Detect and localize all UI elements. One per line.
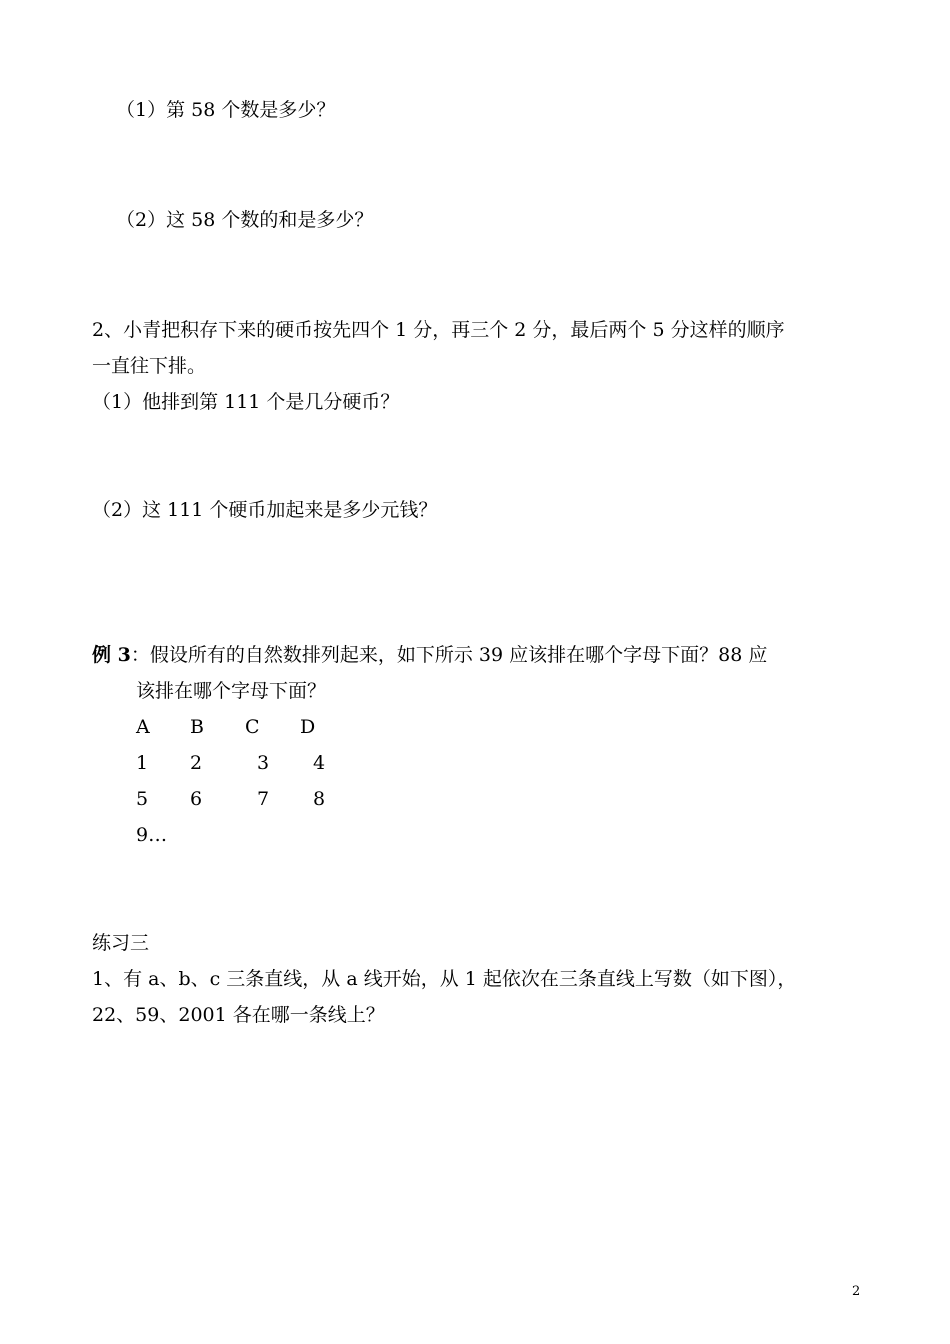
question-2-line-1: 2、小青把积存下来的硬币按先四个 1 分，再三个 2 分，最后两个 5 分这样的顺序	[92, 319, 785, 341]
question-2-line-2: 一直往下排。	[92, 355, 207, 377]
question-1-part-2: （2）这 58 个数的和是多少？	[116, 209, 374, 231]
example-3-label: 例 3	[92, 644, 131, 666]
column-header-b: B	[190, 716, 204, 738]
practice-3-line-1: 1、有 a、b、c 三条直线，从 a 线开始，从 1 起依次在三条直线上写数（如下图），	[92, 968, 797, 990]
table-cell: 6	[190, 788, 203, 810]
practice-3-title: 练习三	[92, 932, 150, 954]
table-cell: 2	[190, 752, 203, 774]
table-cell: 1	[136, 752, 149, 774]
table-cell: 7	[257, 788, 270, 810]
table-cell: 9…	[136, 824, 168, 846]
question-2-part-1: （1）他排到第 111 个是几分硬币？	[92, 391, 400, 413]
table-cell: 8	[313, 788, 326, 810]
table-cell: 3	[257, 752, 270, 774]
table-cell: 5	[136, 788, 149, 810]
example-3-line-1	[92, 646, 767, 665]
column-header-c: C	[245, 716, 260, 738]
column-header-a: A	[136, 716, 150, 738]
question-2-part-2: （2）这 111 个硬币加起来是多少元钱？	[92, 499, 438, 521]
example-3-text: ：假设所有的自然数排列起来，如下所示 39 应该排在哪个字母下面？88 应	[130, 644, 768, 666]
page-number: 2	[852, 1284, 861, 1299]
question-1-part-1: （1）第 58 个数是多少？	[116, 99, 336, 121]
table-cell: 4	[313, 752, 326, 774]
example-3-line-2: 该排在哪个字母下面？	[136, 680, 327, 702]
practice-3-line-2: 22、59、2001 各在哪一条线上？	[92, 1004, 385, 1026]
column-header-d: D	[300, 716, 316, 738]
